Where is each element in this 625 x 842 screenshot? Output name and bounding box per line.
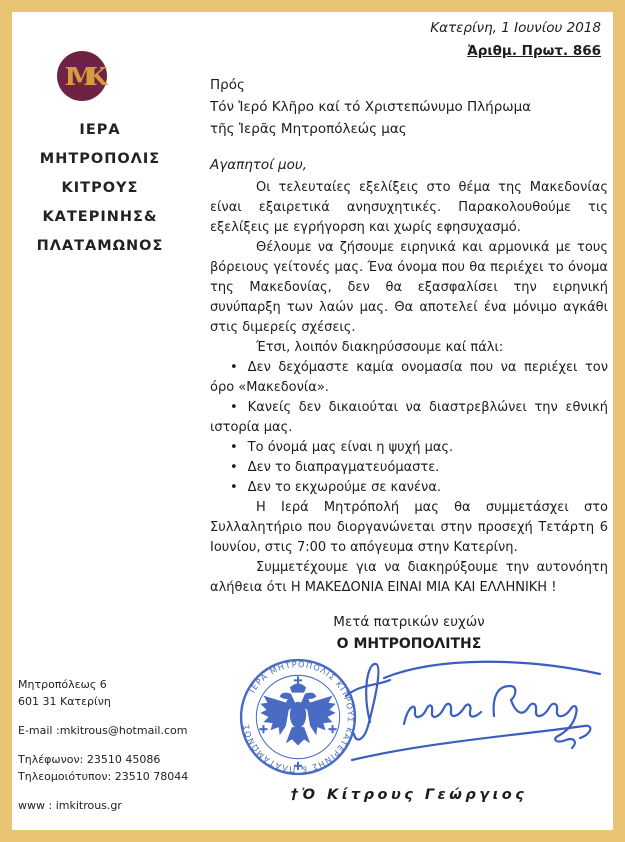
stamp-side-cross-icon <box>259 725 267 733</box>
handwritten-signature <box>318 640 613 780</box>
salutation: Αγαπητοί μου, <box>210 157 308 173</box>
bullet-item <box>210 458 608 478</box>
closing-wish: Μετά πατρικών ευχών <box>333 614 485 630</box>
bullet-item <box>210 398 608 438</box>
header-block <box>430 20 601 59</box>
bullet-text: Κανείς δεν δικαιούται να διαστρεβλώνει την εθνική ιστορία μας. <box>210 400 608 435</box>
bullet-text: Δεν το εκχωρούμε σε κανένα. <box>247 480 442 495</box>
paragraph: Οι τελευταίες εξελίξεις στο θέμα της Μακεδονίας είναι εξαιρετικά ανησυχητικές. Παρακολουθούμε τις εξελίξεις με εγρήγορση και χωρίς εφησυχασμό. <box>210 180 608 235</box>
metropolis-title-line: ΠΛΑΤΑΜΩΝΟΣ <box>36 238 164 254</box>
paragraph: Θέλουμε να ζήσουμε ειρηνικά και αρμονικά με τους βόρειους γείτονές μας. Ένα όνομα που θα περιέχει το όνομα της Μακεδονίας, δεν θα εξασφαλίσει την ειρηνική συνύπαρξη των λαών μας. Θα αποτελεί ένα μόνιμο αγκάθι στις διμερείς σχέσεις. <box>210 240 608 335</box>
paragraph: Έτσι, λοιπόν διακηρύσσουμε καί πάλι: <box>256 340 504 355</box>
bullet-item <box>210 438 608 458</box>
bullet-icon: • <box>230 360 238 375</box>
address-line-1: Μητροπόλεως 6 <box>18 678 107 691</box>
bullet-item <box>210 358 608 398</box>
metropolis-title-line: ΚΑΤΕΡΙΝΗΣ& <box>42 209 158 225</box>
website-line: www : imkitrous.gr <box>18 799 122 812</box>
metropolis-title-line: ΜΗΤΡΟΠΟΛΙΣ <box>39 151 161 167</box>
email-line: E-mail :mkitrous@hotmail.com <box>18 724 188 737</box>
metropolis-title-line: ΚΙΤΡΟΥΣ <box>61 180 139 196</box>
bullet-icon: • <box>230 460 238 475</box>
metropolis-emblem-icon <box>56 50 108 106</box>
paragraph: Συμμετέχουμε για να διακηρύξουμε την αυτονόητη αλήθεια ότι Η ΜΑΚΕΔΟΝΙΑ ΕΙΝΑΙ ΜΙΑ ΚΑΙ ΕΛΛΗΝΙΚΗ ! <box>210 560 608 595</box>
bullet-text: Δεν το διαπραγματευόμαστε. <box>247 460 440 475</box>
sidebar <box>20 50 180 261</box>
closing-signer-title: Ο ΜΗΤΡΟΠΟΛΙΤΗΣ <box>336 636 482 652</box>
bullet-icon: • <box>230 480 238 495</box>
bullet-text: Το όνομά μας είναι η ψυχή μας. <box>247 440 454 455</box>
recipient-line: Τόν Ἱερό Κλῆρο καί τό Χριστεπώνυμο Πλήρωμα <box>210 99 532 115</box>
phone-line: Τηλέφωνον: 23510 45086 <box>18 753 161 766</box>
metropolis-title <box>20 116 180 261</box>
recipient-block <box>210 74 608 140</box>
fax-line: Τηλεομοιότυπον: 23510 78044 <box>18 770 189 783</box>
stamp-circular-text: ΙΕΡΑ ΜΗΤΡΟΠΟΛΙΣ ΚΙΤΡΟΥΣ ΚΑΤΕΡΙΝΗΣ & ΠΛΑΤΑΜΩΝΟΣ <box>240 659 356 775</box>
paragraph: Η Ιερά Μητρόπολή μας θα συμμετάσχει στο Συλλαλητήριο που διοργανώνεται στην προσεχή Τετάρτη 6 Ιουνίου, στις 7:00 το απόγευμα στην Κατερίνη. <box>210 500 608 555</box>
recipient-line: τῆς Ἱερᾶς Μητροπόλεώς μας <box>210 121 407 137</box>
bullet-icon: • <box>230 400 238 415</box>
recipient-line: Πρός <box>210 77 245 93</box>
address-line-2: 601 31 Κατερίνη <box>18 695 111 708</box>
printed-signer-name: †Ὁ Κίτρους Γεώργιος <box>290 787 528 803</box>
letter-body <box>210 74 608 598</box>
emblem-monogram: ΙΜΚ <box>64 62 100 91</box>
bullet-item <box>210 478 608 498</box>
bullet-icon: • <box>230 440 238 455</box>
metropolis-title-line: ΙΕΡΑ <box>79 122 121 138</box>
protocol-number: Ἀριθμ. Πρωτ. 866 <box>467 43 601 59</box>
bullet-text: Δεν δεχόμαστε καμία ονομασία που να περιέχει τον όρο «Μακεδονία». <box>210 360 608 395</box>
contact-block <box>18 676 213 814</box>
letter-date: Κατερίνη, 1 Ιουνίου 2018 <box>430 20 601 36</box>
